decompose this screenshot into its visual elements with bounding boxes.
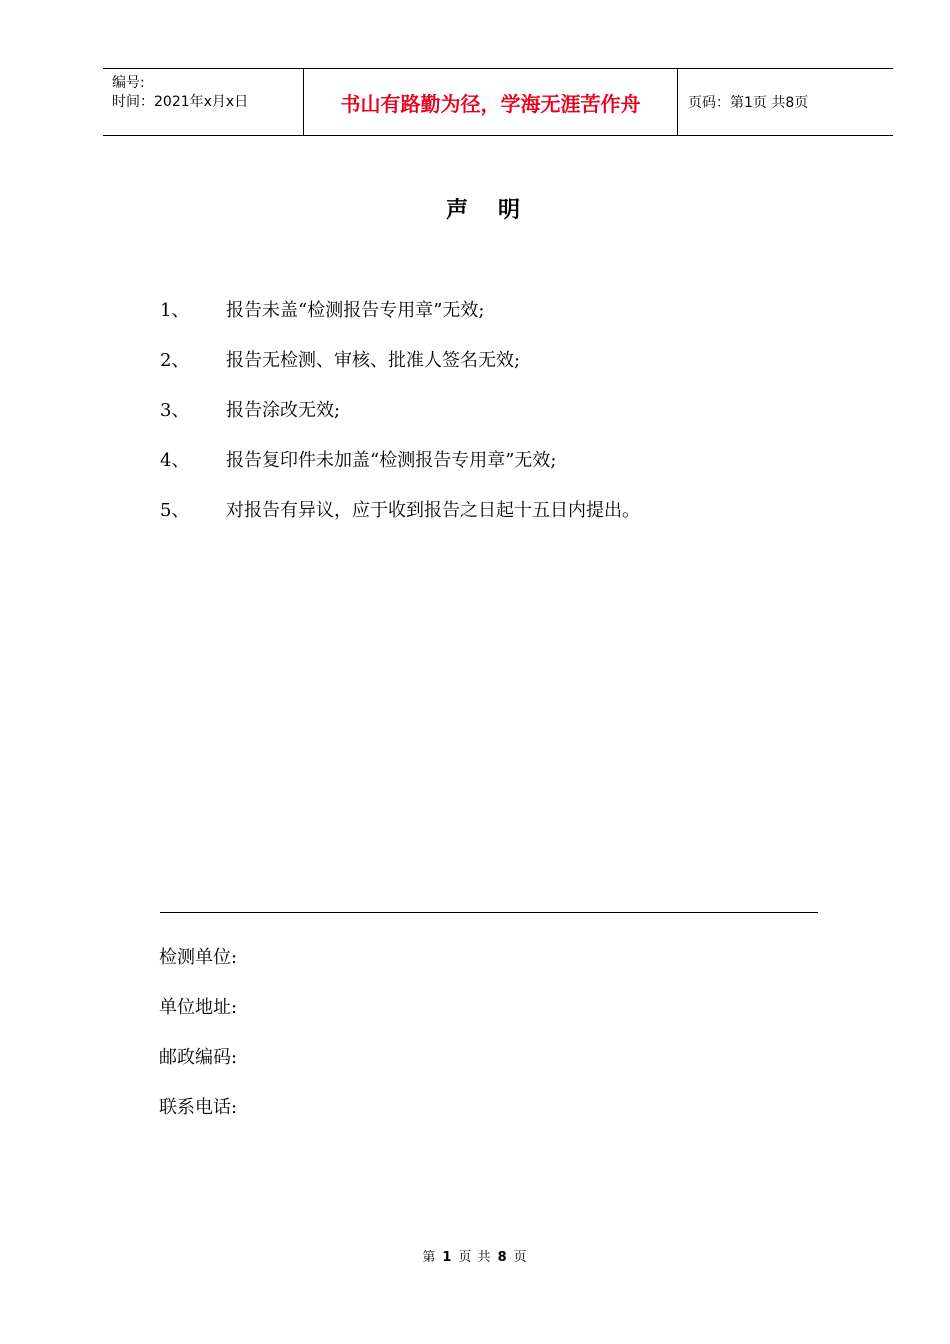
number-label: 编号: [112,75,145,91]
footer-suffix: 页 [513,1250,528,1265]
statement-list [160,296,640,546]
item-number: 3、 [160,400,190,421]
item-text: 报告复印件未加盖“检测报告专用章”无效; [226,450,557,471]
footer-prefix: 第 [422,1250,437,1265]
item-number: 5、 [160,500,190,521]
contact-info-list [159,943,237,1143]
page-footer [0,1246,950,1265]
info-postal-code: 邮政编码: [159,1047,238,1068]
footer-page-number: 1 [442,1250,453,1265]
time-label: 时间：2021年x月x日 [112,94,249,110]
item-number: 1、 [160,300,190,321]
motto-text: 书山有路勤为径，学海无涯苦作舟 [340,91,641,116]
item-number: 4、 [160,450,190,471]
footer-total-pages: 8 [497,1250,508,1265]
item-text: 对报告有异议，应于收到报告之日起十五日内提出。 [226,500,640,521]
header-meta-cell [103,69,304,135]
header-page-cell [678,69,893,135]
document-header [103,68,893,136]
item-number: 2、 [160,350,190,371]
list-item [160,296,640,346]
page-label: 页码：第1页 共8页 [688,95,809,111]
item-text: 报告涂改无效; [226,400,341,421]
info-unit-address: 单位地址: [159,997,238,1018]
list-item [160,396,640,446]
list-item [160,496,640,546]
footer-mid: 页 共 [458,1250,492,1265]
list-item [160,446,640,496]
info-testing-unit: 检测单位: [159,947,238,968]
page-title: 声明 [445,198,550,223]
info-phone: 联系电话: [159,1097,238,1118]
item-text: 报告无检测、审核、批准人签名无效; [226,350,521,371]
divider-line [160,912,818,913]
list-item [160,346,640,396]
header-motto-cell [304,69,678,135]
item-text: 报告未盖“检测报告专用章”无效; [226,300,485,321]
